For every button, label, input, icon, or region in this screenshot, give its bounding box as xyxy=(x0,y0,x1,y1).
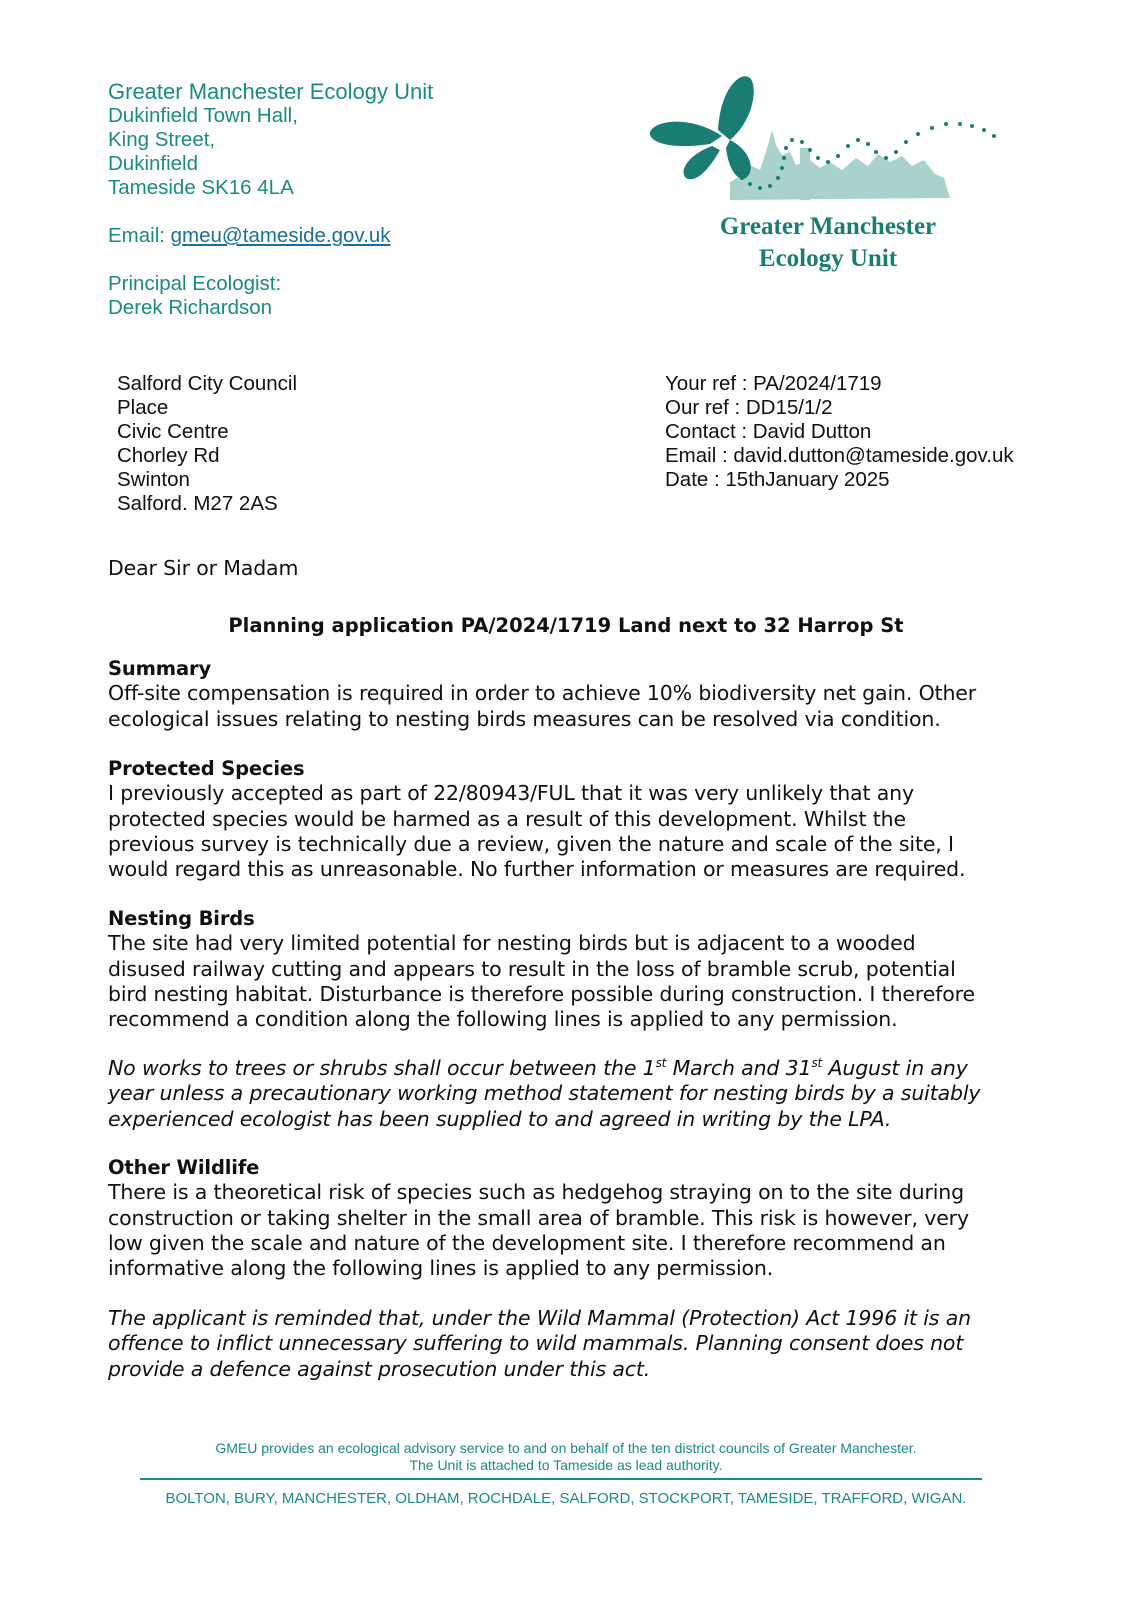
body-line: recommend a condition along the following lines is applied to any permission. xyxy=(108,1007,898,1032)
recipient-line: Chorley Rd xyxy=(117,444,220,467)
sender-role: Principal Ecologist: xyxy=(108,272,282,295)
skyline-icon xyxy=(730,130,950,200)
body-line: ecological issues relating to nesting birds measures can be resolved via condition. xyxy=(108,706,941,731)
ordinal-suffix: st xyxy=(811,1056,823,1071)
body-line: I previously accepted as part of 22/80943/FUL that it was very unlikely that any xyxy=(108,781,914,806)
footer-note-2: The Unit is attached to Tameside as lead authority. xyxy=(409,1457,723,1473)
section-heading: Other Wildlife xyxy=(108,1156,260,1179)
sender-address-line: King Street, xyxy=(108,128,216,151)
sender-email-label: Email: xyxy=(108,224,171,247)
gmeu-logo xyxy=(650,70,1030,280)
recipient-line: Place xyxy=(117,396,169,419)
your-ref: Your ref : PA/2024/1719 xyxy=(665,372,882,395)
body-line: Off-site compensation is required in order to achieve 10% biodiversity net gain. Other xyxy=(108,681,977,706)
logo-line2: Ecology Unit xyxy=(758,245,898,272)
letter-date: Date : 15thJanuary 2025 xyxy=(665,468,890,491)
body-line: disused railway cutting and appears to result in the loss of bramble scrub, potential xyxy=(108,956,956,981)
recipient-line: Salford. M27 2AS xyxy=(117,492,278,515)
ordinal-suffix: st xyxy=(655,1056,667,1071)
reference-block xyxy=(665,372,1014,492)
summary-section xyxy=(108,656,1028,732)
body-line: would regard this as unreasonable. No further information or measures are required. xyxy=(108,857,966,882)
informative-line: The applicant is reminded that, under the Wild Mammal (Protection) Act 1996 it is an xyxy=(108,1306,971,1330)
recipient-line: Salford City Council xyxy=(117,372,298,395)
informative-line: offence to inflict unnecessary suffering to wild mammals. Planning consent does not xyxy=(108,1331,964,1356)
body-line: protected species would be harmed as a result of this development. Whilst the xyxy=(108,806,906,831)
contact-email: Email : david.dutton@tameside.gov.uk xyxy=(665,444,1014,467)
condition-text: March and 31 xyxy=(666,1056,812,1080)
sender-email-row xyxy=(108,224,433,248)
footer-divider xyxy=(140,1478,982,1480)
body-line: construction or taking shelter in the small area of bramble. This risk is however, very xyxy=(108,1205,969,1230)
sender-name: Derek Richardson xyxy=(108,296,273,319)
our-ref: Our ref : DD15/1/2 xyxy=(665,396,833,419)
nesting-condition xyxy=(108,1056,1028,1132)
body-line: There is a theoretical risk of species such as hedgehog straying on to the site during xyxy=(108,1180,964,1205)
body-line: informative along the following lines is applied to any permission. xyxy=(108,1256,774,1281)
section-heading: Nesting Birds xyxy=(108,907,255,930)
butterfly-icon xyxy=(650,76,754,179)
other-wildlife-section xyxy=(108,1155,1028,1281)
condition-text: August in any xyxy=(822,1056,968,1080)
body-line: low given the scale and nature of the development site. I therefore recommend an xyxy=(108,1230,946,1255)
sender-address-line: Dukinfield Town Hall, xyxy=(108,104,298,127)
body-line: previous survey is technically due a review, given the nature and scale of the site, I xyxy=(108,831,954,856)
wildlife-informative xyxy=(108,1306,1028,1382)
footer-note-1: GMEU provides an ecological advisory service to and on behalf of the ten district councils of Greater Manchester. xyxy=(215,1440,917,1456)
recipient-address xyxy=(117,372,297,516)
body-line: The site had very limited potential for nesting birds but is adjacent to a wooded xyxy=(108,931,916,956)
salutation: Dear Sir or Madam xyxy=(108,556,299,580)
protected-species-section xyxy=(108,756,1028,882)
condition-line: experienced ecologist has been supplied to and agreed in writing by the LPA. xyxy=(108,1106,892,1131)
informative-line: provide a defence against prosecution under this act. xyxy=(108,1356,651,1381)
logo-line1: Greater Manchester xyxy=(719,213,937,240)
sender-email-link[interactable]: gmeu@tameside.gov.uk xyxy=(170,224,391,247)
contact: Contact : David Dutton xyxy=(665,420,872,443)
sender-org: Greater Manchester Ecology Unit xyxy=(108,79,434,104)
recipient-line: Civic Centre xyxy=(117,420,229,443)
body-line: bird nesting habitat. Disturbance is therefore possible during construction. I therefore xyxy=(108,981,975,1006)
section-heading: Protected Species xyxy=(108,757,305,780)
sender-address-line: Dukinfield xyxy=(108,152,199,175)
footer-districts: BOLTON, BURY, MANCHESTER, OLDHAM, ROCHDALE, SALFORD, STOCKPORT, TAMESIDE, TRAFFORD, WIGAN. xyxy=(165,1490,967,1507)
condition-text: No works to trees or shrubs shall occur between the 1 xyxy=(108,1056,656,1080)
sender-address-line: Tameside SK16 4LA xyxy=(108,176,294,199)
condition-line xyxy=(108,1056,1028,1081)
condition-line: year unless a precautionary working method statement for nesting birds by a suitably xyxy=(108,1081,981,1106)
letter-title: Planning application PA/2024/1719 Land next to 32 Harrop St xyxy=(228,614,904,637)
section-heading: Summary xyxy=(108,657,212,680)
sender-block xyxy=(108,80,433,320)
recipient-line: Swinton xyxy=(117,468,190,491)
nesting-birds-section xyxy=(108,906,1028,1032)
